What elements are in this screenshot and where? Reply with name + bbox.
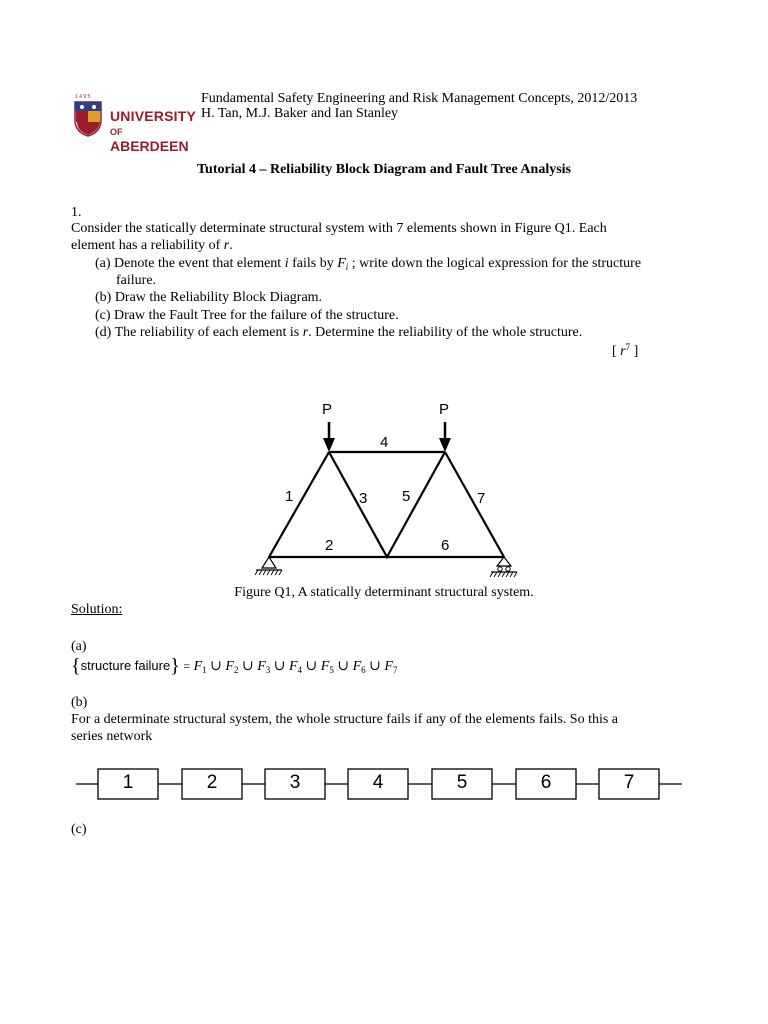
part-d-var: r: [302, 325, 309, 340]
member-label-2: 2: [325, 537, 334, 554]
part-b: (b) Draw the Reliability Block Diagram.: [95, 290, 323, 305]
union-symbol: ∪: [241, 659, 254, 674]
member-label-1: 1: [285, 488, 294, 505]
F-sub-5: 5: [329, 665, 334, 675]
rbd-block-label-3: 3: [289, 772, 301, 793]
question-intro-line1: Consider the statically determinate structural system with 7 elements shown in Figure Q1. Each: [71, 221, 607, 236]
part-a-text: (a) Denote the event that element: [95, 256, 285, 271]
F-sub-3: 3: [265, 665, 271, 675]
part-d-text: (d) The reliability of each element is: [95, 325, 303, 340]
load-label-right: P: [439, 401, 450, 418]
load-label-left: P: [322, 401, 333, 418]
F-sub-6: 6: [361, 665, 366, 675]
F-symbol: F: [225, 659, 234, 674]
question-intro-end: .: [229, 238, 233, 253]
part-a-event-sub: i: [345, 262, 349, 272]
logo-word-of: OF: [110, 127, 123, 137]
F-symbol: F: [257, 659, 266, 674]
rbd-block-label-2: 2: [206, 772, 218, 793]
F-symbol: F: [384, 659, 393, 674]
rbd-block-label-1: 1: [122, 772, 134, 793]
failure-expression-eq: =: [183, 659, 191, 673]
logo-word-aberdeen-text: ABERDEEN: [110, 138, 189, 154]
logo-word-university: UNIVERSITY: [110, 108, 197, 124]
F-sub-1: 1: [202, 665, 207, 675]
failure-expression-lhs: structure failure: [80, 658, 171, 673]
answer-close-bracket: ]: [633, 344, 639, 359]
F-symbol: F: [288, 659, 298, 674]
member-label-6: 6: [441, 537, 450, 554]
solution-heading: Solution:: [71, 602, 123, 617]
part-d-end: . Determine the reliability of the whole structure.: [308, 325, 583, 340]
solution-b-label: (b): [71, 695, 88, 710]
rbd-block-label-6: 6: [540, 772, 552, 793]
solution-b-text-line1: For a determinate structural system, the whole structure fails if any of the elements fails. So this a: [71, 712, 619, 727]
member-label-5: 5: [402, 488, 411, 505]
authors: H. Tan, M.J. Baker and Ian Stanley: [201, 106, 399, 121]
solution-b-text-line2: series network: [71, 729, 153, 744]
rbd-block-label-4: 4: [372, 772, 384, 793]
question-number: 1.: [71, 205, 82, 220]
solution-a-label: (a): [71, 639, 87, 654]
svg-text:1 4 9 5: 1 4 9 5: [75, 94, 91, 100]
part-a-continued: failure.: [116, 273, 157, 288]
answer-open-bracket: [: [612, 344, 617, 359]
member-label-3: 3: [359, 490, 368, 507]
rbd-block-label-7: 7: [623, 772, 635, 793]
rbd-block-label-5: 5: [456, 772, 468, 793]
F-symbol: F: [352, 659, 362, 674]
part-a-element-var: i: [284, 256, 289, 271]
tutorial-title: Tutorial 4 – Reliability Block Diagram and Fault Tree Analysis: [196, 162, 571, 177]
member-label-4: 4: [380, 434, 389, 451]
part-c: (c) Draw the Fault Tree for the failure of the structure.: [95, 308, 399, 323]
F-sub-4: 4: [297, 665, 303, 675]
union-symbol: ∪: [273, 659, 286, 674]
part-a-event: F: [337, 256, 346, 271]
part-a-end: ; write down the logical expression for the structure: [348, 256, 642, 271]
F-symbol: F: [193, 659, 203, 674]
failure-expression: {structure failure} = $F_1$ ∪ $F_2$ ∪ $F_3$ ∪ $F_4$ ∪ $F_5$ ∪ $F_6$ ∪ $F_7$: [71, 655, 398, 677]
part-a-mid: fails by: [288, 256, 338, 271]
union-symbol: ∪: [369, 659, 381, 674]
question-intro-text: element has a reliability of: [71, 238, 224, 253]
F-symbol: F: [320, 659, 330, 674]
reliability-variable: r: [223, 238, 230, 253]
answer-exponent: 7: [625, 342, 631, 352]
figure-caption: Figure Q1, A statically determinant structural system.: [234, 585, 534, 600]
union-symbol: ∪: [210, 659, 222, 674]
answer-var: r: [620, 344, 626, 359]
F-sub-2: 2: [233, 665, 239, 675]
course-title: Fundamental Safety Engineering and Risk Management Concepts, 2012/2013: [201, 91, 638, 106]
solution-c-label: (c): [71, 822, 87, 837]
union-symbol: ∪: [305, 659, 318, 674]
union-symbol: ∪: [337, 659, 350, 674]
member-label-7: 7: [477, 490, 486, 507]
F-sub-7: 7: [392, 665, 398, 675]
